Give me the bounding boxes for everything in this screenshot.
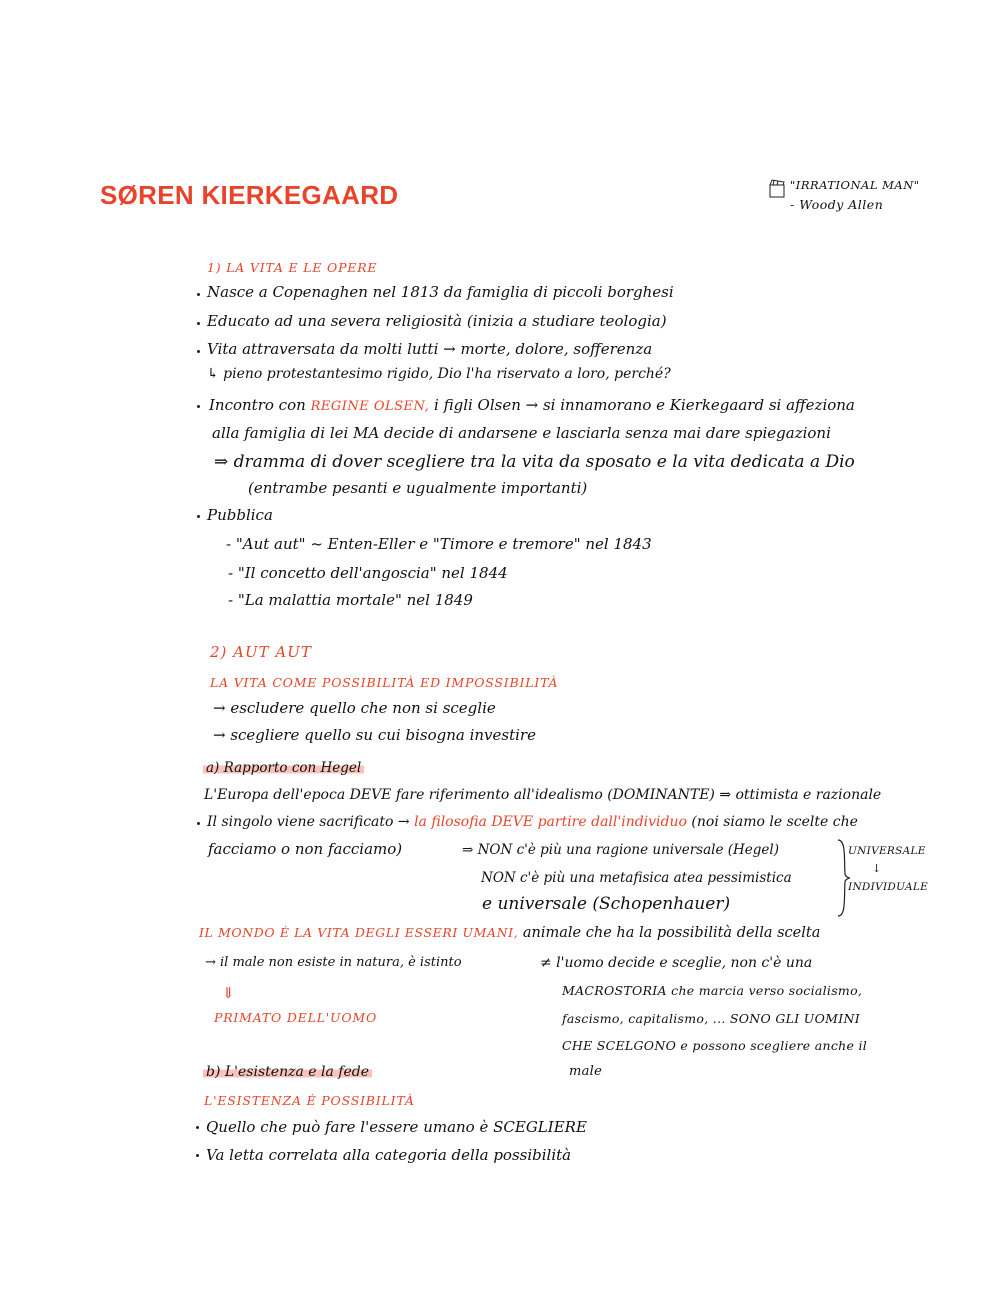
- s2-line-2: → scegliere quello su cui bisogna investire: [213, 726, 536, 744]
- a-line-1: L'Europa dell'epoca DEVE fare riferimento all'idealismo (DOMINANTE) ⇒ ottimista e razionale: [204, 787, 882, 803]
- subsection-b-subheading: L'ESISTENZA È POSSIBILITÀ: [204, 1093, 415, 1108]
- subsection-b-heading: [203, 1064, 372, 1080]
- bullet-dot: [197, 405, 200, 408]
- a-line-2-c: (noi siamo le scelte che: [691, 814, 858, 830]
- side-note-director: - Woody Allen: [790, 197, 884, 212]
- brace-arrow: ↓: [872, 862, 882, 875]
- a-line-3a: facciamo o non facciamo): [208, 840, 403, 858]
- s2-line-1: → escludere quello che non si sceglie: [213, 699, 496, 717]
- bullet-dot: [197, 515, 200, 518]
- m-line-1: [199, 925, 820, 941]
- page-title: SØREN KIERKEGAARD: [100, 180, 399, 210]
- bullet-dot: [197, 293, 200, 296]
- a-line-3b: ⇒ NON c'è più una ragione universale (Hegel): [462, 842, 779, 858]
- m-line-5: CHE SCELGONO e possono scegliere anche il: [562, 1038, 868, 1053]
- section2-subheading: LA VITA COME POSSIBILITÀ ED IMPOSSIBILITÀ: [210, 675, 559, 690]
- s1-line-6: alla famiglia di lei MA decide di andarsene e lasciarla senza mai dare spiegazioni: [212, 424, 831, 442]
- m-line-1-b: animale che ha la possibilità della scelta: [522, 925, 821, 941]
- m-line-6: male: [569, 1064, 603, 1079]
- subsection-b-heading-text: b) L'esistenza e la fede: [203, 1064, 372, 1080]
- a-line-4: NON c'è più una metafisica atea pessimistica: [481, 870, 792, 886]
- side-note: [790, 176, 920, 214]
- s1-line-3: Vita attraversata da molti lutti → morte, dolore, sofferenza: [207, 340, 653, 358]
- m-line-3: MACROSTORIA che marcia verso socialismo,: [562, 983, 863, 998]
- b-line-2: Va letta correlata alla categoria della possibilità: [206, 1146, 572, 1164]
- subsection-a-heading-text: a) Rapporto con Hegel: [203, 760, 364, 776]
- s1-line-10: - "Aut aut" ~ Enten-Eller e "Timore e tremore" nel 1843: [226, 535, 652, 553]
- s1-line-7: ⇒ dramma di dover scegliere tra la vita da sposato e la vita dedicata a Dio: [214, 452, 855, 472]
- s1-line-11: - "Il concetto dell'angoscia" nel 1844: [228, 564, 508, 582]
- side-note-film: "IRRATIONAL MAN": [790, 178, 920, 192]
- clapperboard-icon: [769, 178, 785, 198]
- primato-label: PRIMATO DELL'UOMO: [214, 1010, 378, 1025]
- m-line-4: fascismo, capitalismo, ... SONO GLI UOMINI: [562, 1011, 860, 1026]
- b-line-1: Quello che può fare l'essere umano è SCEGLIERE: [206, 1118, 587, 1136]
- a-line-2: [207, 814, 858, 830]
- bullet-dot: [196, 1154, 199, 1157]
- s1-line-4: ↳ pieno protestantesimo rigido, Dio l'ha riservato a loro, perché?: [207, 366, 671, 382]
- bullet-dot: [197, 322, 200, 325]
- s1-line-2: Educato ad una severa religiosità (inizia a studiare teologia): [207, 312, 667, 330]
- m-line-2: → il male non esiste in natura, è istinto: [205, 955, 462, 970]
- a-line-2-a: Il singolo viene sacrificato →: [207, 814, 410, 830]
- a-line-2-b: la filosofia DEVE partire dall'individuo: [414, 814, 687, 830]
- regine-olsen-label: REGINE OLSEN,: [310, 399, 430, 414]
- m-line-1-a: IL MONDO È LA VITA DEGLI ESSERI UMANI,: [199, 925, 519, 940]
- s1-line-12: - "La malattia mortale" nel 1849: [228, 591, 473, 609]
- a-line-5: e universale (Schopenhauer): [482, 894, 731, 914]
- bullet-dot: [196, 1126, 199, 1129]
- s1-line-5-c: i figli Olsen → si innamorano e Kierkegaard si affeziona: [434, 396, 855, 414]
- s1-line-1: Nasce a Copenaghen nel 1813 da famiglia di piccoli borghesi: [207, 283, 674, 301]
- s1-line-9: Pubblica: [207, 506, 273, 524]
- double-arrow-down-icon: ⇓: [222, 984, 235, 1002]
- section2-heading: 2) AUT AUT: [210, 643, 312, 661]
- m-line-2b: ≠ l'uomo decide e sceglie, non c'è una: [540, 955, 813, 971]
- s1-line-5-a: Incontro con: [209, 396, 306, 414]
- bullet-dot: [197, 822, 200, 825]
- brace-label-individuale: INDIVIDUALE: [848, 881, 929, 893]
- bullet-dot: [197, 350, 200, 353]
- brace-label-universale: UNIVERSALE: [848, 845, 926, 857]
- subsection-a-heading: [203, 760, 364, 776]
- s1-line-8: (entrambe pesanti e ugualmente importanti): [248, 479, 588, 497]
- s1-line-5: [209, 396, 855, 414]
- section1-heading: 1) LA VITA E LE OPERE: [207, 260, 378, 275]
